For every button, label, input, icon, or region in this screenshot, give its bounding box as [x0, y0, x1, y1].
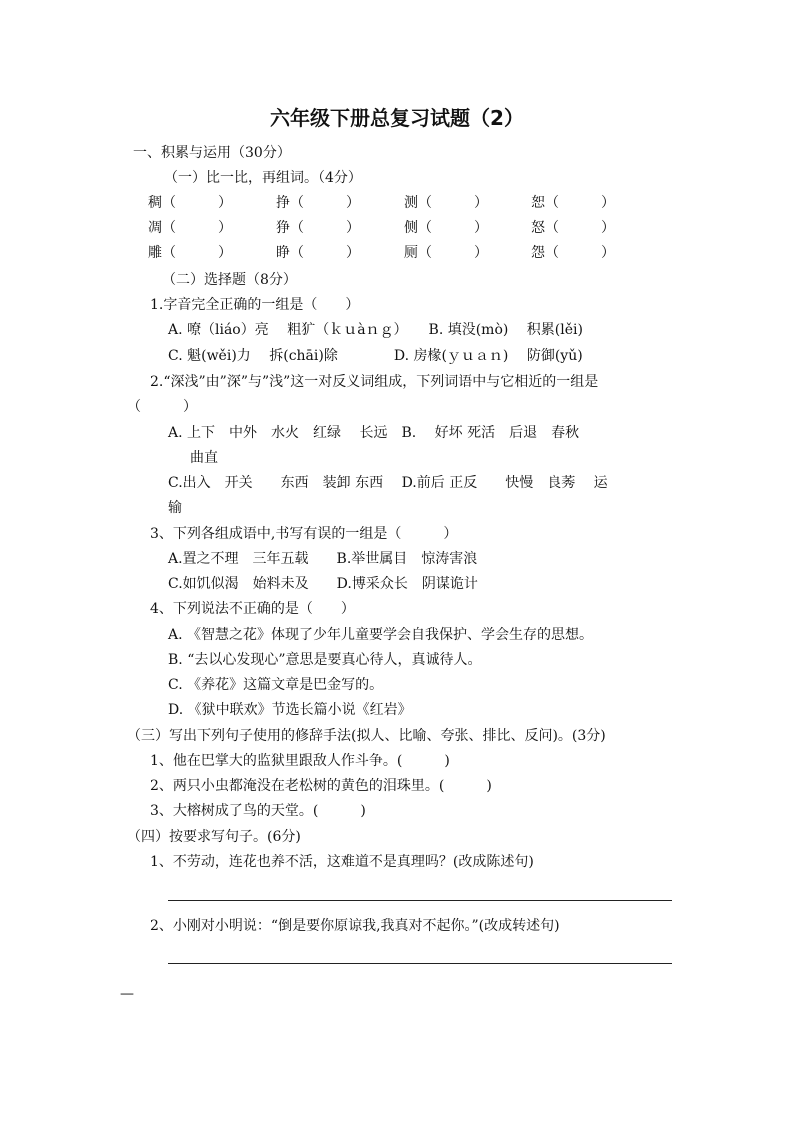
- question-2-stem-continued: （ ）: [127, 399, 197, 415]
- section1-heading: 一、积累与运用（30分）: [133, 145, 291, 161]
- word-cell: 怒（ ）: [531, 220, 615, 236]
- word-cell: 稠（ ）: [148, 195, 232, 211]
- rewrite-item: 1、不劳动，连花也养不活，这难道不是真理吗？(改成陈述句): [150, 854, 534, 870]
- question-4-option: C. 《养花》这篇文章是巴金写的。: [168, 677, 384, 693]
- answer-line[interactable]: [168, 963, 672, 964]
- rewrite-item: 2、小刚对小明说：“倒是要你原谅我,我真对不起你。”(改成转述句): [150, 918, 560, 934]
- question-1-stem: 1.字音完全正确的一组是（ ）: [150, 297, 360, 313]
- word-cell: 测（ ）: [404, 195, 488, 211]
- question-3-options: A.置之不理 三年五载 B.举世属目 惊涛害浪: [168, 551, 478, 567]
- question-4-option: A. 《智慧之花》体现了少年儿童要学会自我保护、学会生存的思想。: [168, 627, 594, 643]
- word-cell: 恕（ ）: [531, 195, 615, 211]
- answer-line[interactable]: [168, 900, 672, 901]
- question-3-options: C.如饥似渴 始料未及 D.博采众长 阴谋诡计: [168, 576, 478, 592]
- question-2-options-continued: 输: [168, 500, 182, 516]
- question-1-options: C. 魁(wěi)力 拆(chāi)除 D. 房椽(ｙｕａｎ) 防御(yǔ): [168, 348, 583, 364]
- footer-mark: —: [120, 986, 134, 1002]
- part3-heading: （三）写出下列句子使用的修辞手法(拟人、比喻、夸张、排比、反问)。(3分): [127, 728, 606, 744]
- rhetoric-item: 1、他在巴掌大的监狱里跟敌人作斗争。( ): [150, 753, 450, 769]
- question-2-stem: 2.“深浅”由”深”与”浅”这一对反义词组成，下列词语中与它相近的一组是: [150, 374, 599, 390]
- word-cell: 睁（ ）: [276, 245, 360, 261]
- word-cell: 凋（ ）: [148, 220, 232, 236]
- question-2-options-continued: 曲直: [190, 450, 218, 466]
- part4-heading: （四）按要求写句子。(6分): [127, 829, 301, 845]
- word-cell: 雕（ ）: [148, 245, 232, 261]
- word-cell: 挣（ ）: [276, 195, 360, 211]
- rhetoric-item: 3、大榕树成了鸟的天堂。( ): [150, 803, 366, 819]
- question-4-option: D. 《狱中联欢》节选长篇小说《红岩》: [168, 702, 412, 718]
- question-4-stem: 4、下列说法不正确的是（ ）: [150, 601, 355, 617]
- question-4-option: B. “去以心发现心”意思是要真心待人，真诚待人。: [168, 652, 482, 668]
- page-title: 六年级下册总复习试题（2）: [270, 106, 524, 130]
- part2-heading: （二）选择题（8分）: [162, 272, 297, 288]
- rhetoric-item: 2、两只小虫都淹没在老松树的黄色的泪珠里。( ): [150, 778, 492, 794]
- question-3-stem: 3、下列各组成语中,书写有误的一组是（ ）: [150, 526, 458, 542]
- word-cell: 侧（ ）: [404, 220, 488, 236]
- word-cell: 厕（ ）: [404, 245, 488, 261]
- part1-heading: （一）比一比，再组词。（4分）: [164, 170, 362, 186]
- word-cell: 怨（ ）: [531, 245, 615, 261]
- word-cell: 狰（ ）: [276, 220, 360, 236]
- question-1-options: A. 嘹（liáo）亮 粗犷（ｋｕàｎｇ） B. 填没(mò) 积累(lěi): [168, 322, 583, 338]
- question-2-options: A. 上下 中外 水火 红绿 长远 B. 好坏 死活 后退 春秋: [168, 425, 580, 441]
- question-2-options: C.出入 开关 东西 装卸 东西 D.前后 正反 快慢 良莠 运: [168, 475, 608, 491]
